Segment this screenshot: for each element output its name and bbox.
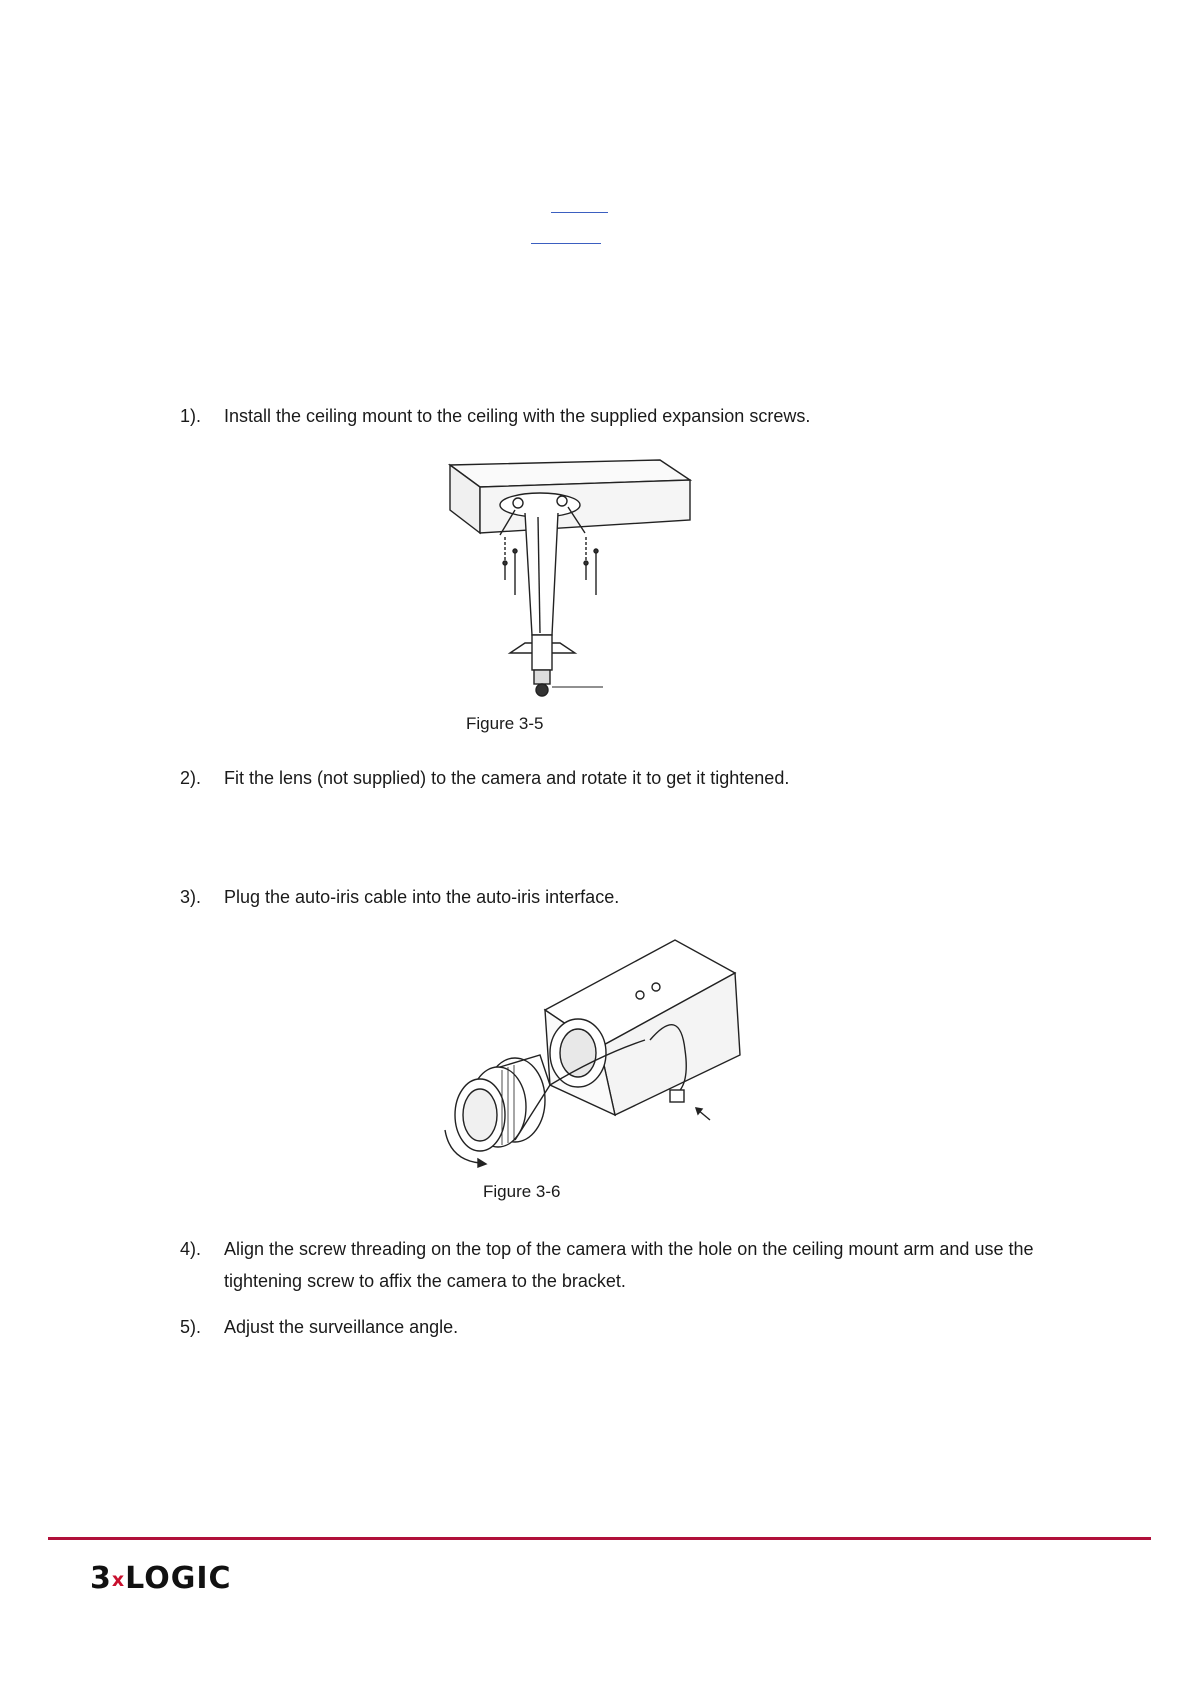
- step-number: 1).: [180, 406, 202, 426]
- logo-suffix: LOGIC: [125, 1561, 232, 1596]
- step-text: Fit the lens (not supplied) to the camera and rotate it to get it tightened.: [224, 768, 790, 788]
- step-number: 2).: [180, 768, 202, 788]
- logo-prefix: 3: [90, 1561, 112, 1596]
- company-logo: [90, 1561, 232, 1596]
- step-text: Adjust the surveillance angle.: [224, 1317, 459, 1337]
- link-underline[interactable]: [551, 212, 608, 213]
- step-number: 3).: [180, 887, 202, 907]
- step-text: Install the ceiling mount to the ceiling with the supplied expansion screws.: [224, 406, 811, 426]
- link-underline[interactable]: [531, 243, 601, 244]
- step-text: Plug the auto-iris cable into the auto-iris interface.: [224, 887, 620, 907]
- step-number: 5).: [180, 1317, 202, 1337]
- camera-lens-illustration: [440, 935, 760, 1175]
- footer-rule: [48, 1537, 1151, 1540]
- logo-x: x: [111, 1569, 126, 1591]
- figure-caption: Figure 3-5: [466, 714, 544, 733]
- ceiling-mount-illustration: [440, 455, 700, 705]
- step-number: 4).: [180, 1239, 202, 1259]
- figure-caption: Figure 3-6: [483, 1182, 561, 1201]
- step-text: Align the screw threading on the top of the camera with the hole on the ceiling mount arm and use the tightening screw to affix the camera to the bracket.: [224, 1239, 1034, 1291]
